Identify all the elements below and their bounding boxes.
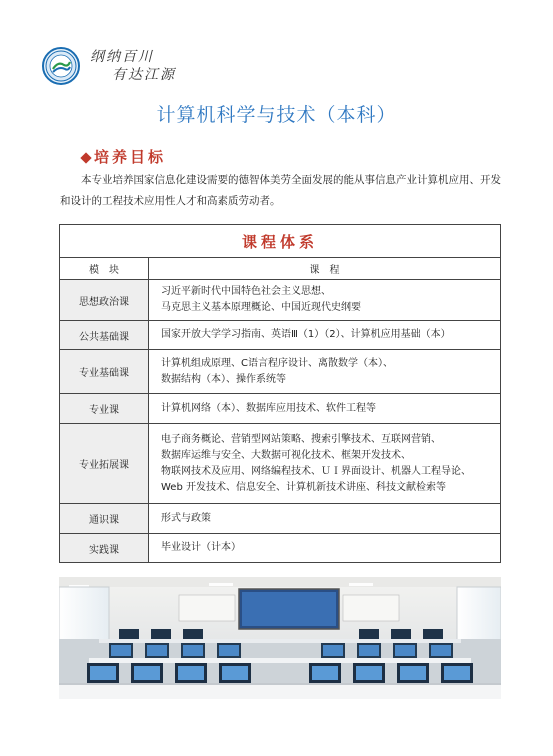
goal-heading-text: 培养目标 bbox=[94, 148, 167, 166]
course-cell bbox=[149, 280, 501, 321]
module-cell: 专业课 bbox=[60, 394, 149, 424]
course-cell bbox=[149, 534, 501, 563]
module-cell: 思想政治课 bbox=[60, 280, 149, 321]
course-line: 电子商务概论、营销型网站策略、搜索引擎技术、互联网营销、 bbox=[161, 433, 441, 445]
university-motto bbox=[90, 46, 180, 86]
course-cell bbox=[149, 350, 501, 394]
table-row bbox=[60, 504, 501, 534]
course-line: Web 开发技术、信息安全、计算机新技术讲座、科技文献检索等 bbox=[161, 481, 446, 493]
course-line: 习近平新时代中国特色社会主义思想、 bbox=[161, 286, 331, 297]
column-header-module: 模 块 bbox=[60, 258, 149, 280]
table-row bbox=[60, 350, 501, 394]
course-table-header-row bbox=[60, 258, 501, 280]
table-row bbox=[60, 321, 501, 350]
course-cell bbox=[149, 321, 501, 350]
column-header-course: 课 程 bbox=[149, 258, 501, 280]
page-title: 计算机科学与技术（本科） bbox=[156, 104, 397, 126]
goal-text: 本专业培养国家信息化建设需要的德智体美劳全面发展的能从事信息产业计算机应用、开发和设计的工程技术应用性人才和高素质劳动者。 bbox=[60, 174, 501, 207]
course-table-title: 课程体系 bbox=[60, 225, 501, 258]
diamond-bullet-icon bbox=[80, 152, 91, 163]
computer-lab-photo bbox=[59, 577, 501, 699]
motto-line-2: 有达江源 bbox=[112, 67, 176, 83]
module-cell: 专业基础课 bbox=[60, 350, 149, 394]
module-cell: 公共基础课 bbox=[60, 321, 149, 350]
course-line: 物联网技术及应用、网络编程技术、ＵＩ界面设计、机器人工程导论、 bbox=[161, 465, 471, 477]
course-table bbox=[59, 224, 501, 563]
course-line: 国家开放大学学习指南、英语Ⅲ（1）（2）、计算机应用基础（本） bbox=[161, 329, 451, 340]
table-row bbox=[60, 534, 501, 563]
course-line: 毕业设计（计本） bbox=[161, 542, 241, 553]
course-line: 数据结构（本）、操作系统等 bbox=[161, 373, 286, 385]
course-line: 计算机网络（本）、数据库应用技术、软件工程等 bbox=[161, 402, 376, 414]
course-line: 计算机组成原理、C语言程序设计、离散数学（本）、 bbox=[161, 357, 393, 369]
goal-heading bbox=[82, 146, 166, 167]
header bbox=[42, 44, 180, 88]
table-row bbox=[60, 394, 501, 424]
table-row bbox=[60, 424, 501, 504]
university-emblem-icon bbox=[42, 47, 80, 85]
computer-lab-illustration bbox=[59, 577, 501, 699]
module-cell: 专业拓展课 bbox=[60, 424, 149, 504]
course-line: 形式与政策 bbox=[161, 512, 211, 524]
module-cell: 实践课 bbox=[60, 534, 149, 563]
course-cell bbox=[149, 394, 501, 424]
table-row bbox=[60, 280, 501, 321]
motto-line-1: 纲纳百川 bbox=[90, 49, 154, 65]
course-cell bbox=[149, 504, 501, 534]
course-cell bbox=[149, 424, 501, 504]
course-line: 马克思主义基本原理概论、中国近现代史纲要 bbox=[161, 302, 361, 313]
module-cell: 通识课 bbox=[60, 504, 149, 534]
course-line: 数据库运维与安全、大数据可视化技术、框架开发技术、 bbox=[161, 449, 411, 461]
course-table-title-row bbox=[60, 225, 501, 258]
